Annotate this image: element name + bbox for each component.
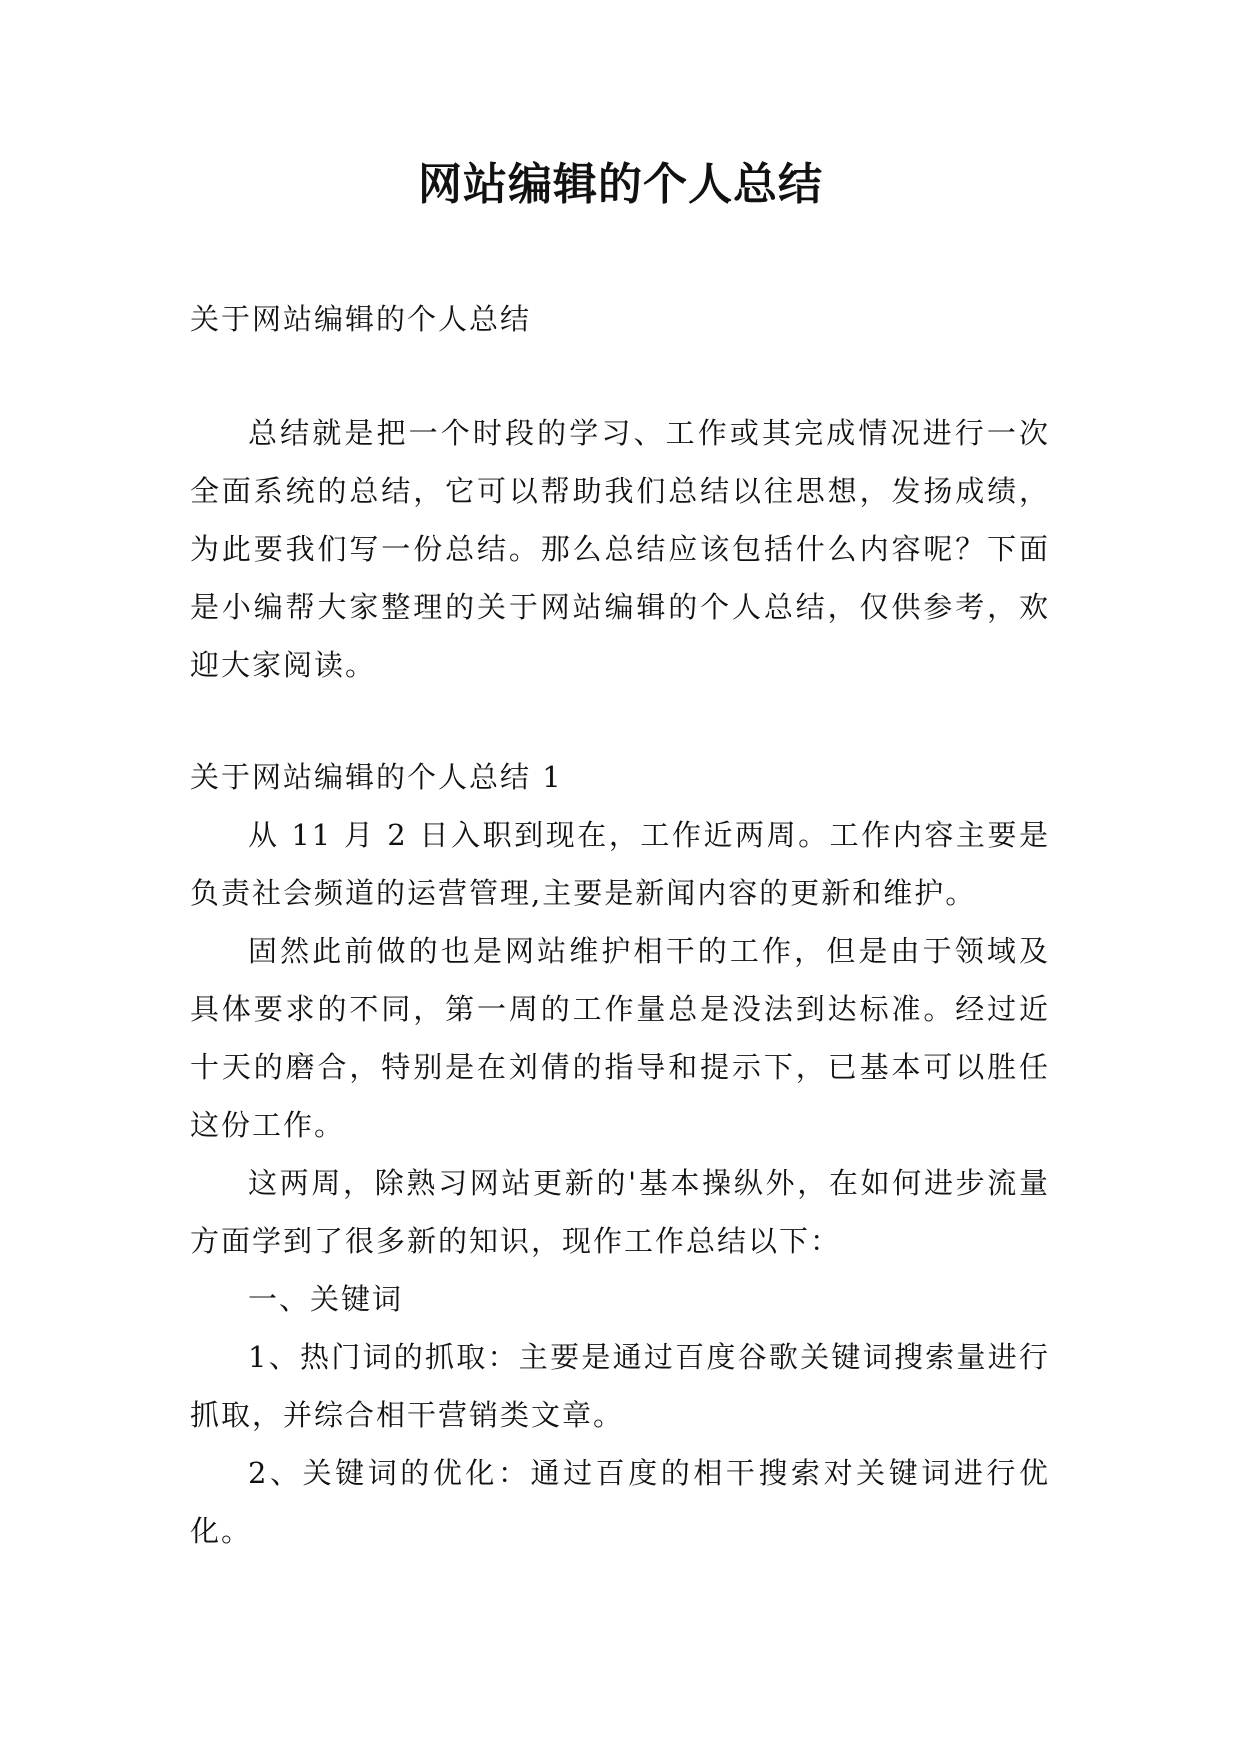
- section-heading: 关于网站编辑的个人总结 1: [190, 760, 563, 794]
- list-item: 1、热门词的抓取：主要是通过百度谷歌关键词搜索量进行抓取，并综合相干营销类文章。: [190, 1340, 1050, 1432]
- list-item: 2、关键词的优化：通过百度的相干搜索对关键词进行优化。: [190, 1456, 1050, 1548]
- document-subtitle: 关于网站编辑的个人总结: [190, 302, 532, 336]
- document-body: [190, 290, 1050, 1560]
- body-paragraph: 这两周，除熟习网站更新的'基本操纵外，在如何进步流量方面学到了很多新的知识，现作工作总结以下：: [190, 1166, 1050, 1258]
- list-heading: 一、关键词: [248, 1282, 404, 1316]
- document-title: 网站编辑的个人总结: [418, 159, 823, 210]
- intro-paragraph: 总结就是把一个时段的学习、工作或其完成情况进行一次全面系统的总结，它可以帮助我们总结以往思想，发扬成绩，为此要我们写一份总结。那么总结应该包括什么内容呢？下面是小编帮大家整理的关于网站编辑的个人总结，仅供参考，欢迎大家阅读。: [190, 416, 1050, 682]
- body-paragraph: 固然此前做的也是网站维护相干的工作，但是由于领域及具体要求的不同，第一周的工作量总是没法到达标准。经过近十天的磨合，特别是在刘倩的指导和提示下，已基本可以胜任这份工作。: [190, 934, 1050, 1142]
- body-paragraph: 从 11 月 2 日入职到现在，工作近两周。工作内容主要是负责社会频道的运营管理,主要是新闻内容的更新和维护。: [190, 818, 1050, 910]
